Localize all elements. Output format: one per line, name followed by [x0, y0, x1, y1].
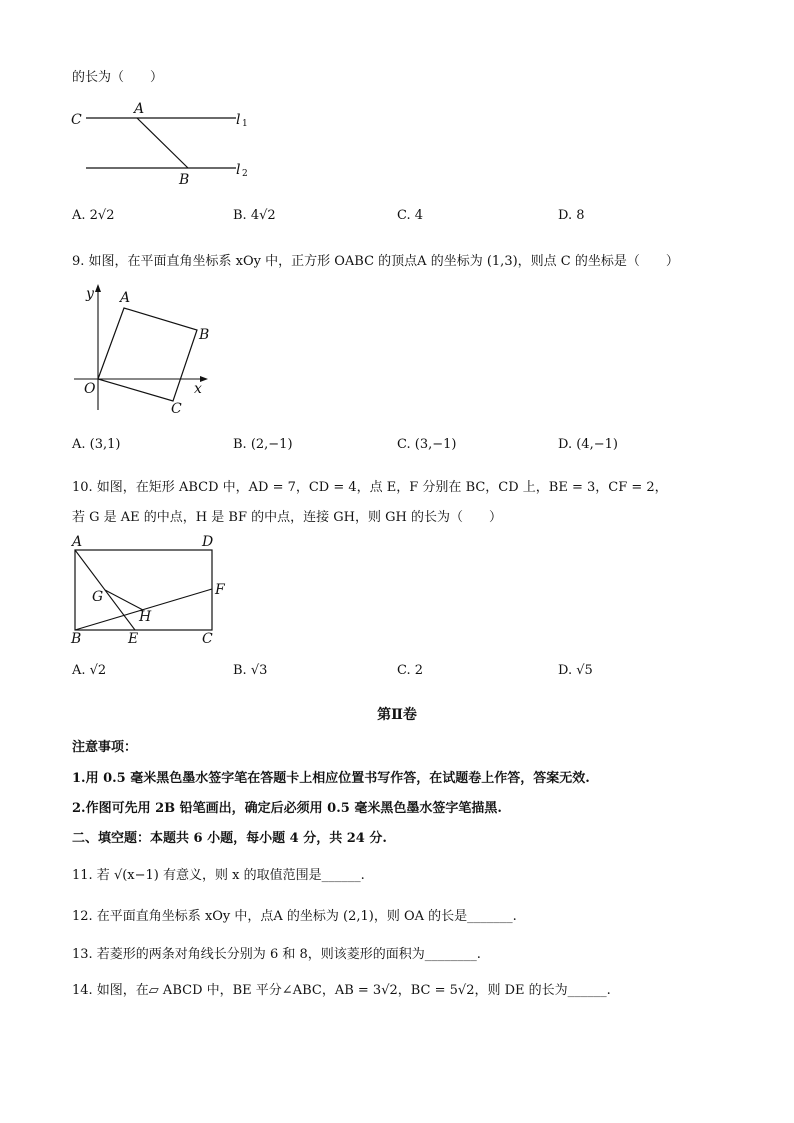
q10-label-B: B [71, 631, 82, 647]
q9-label-C: C [171, 401, 182, 417]
q10-label-H: H [139, 609, 152, 625]
q14-text: 14. 如图，在▱ ABCD 中，BE 平分∠ABC，AB = 3√2，BC = 5√2，则 DE 的长为______. [72, 983, 611, 998]
q10-label-A: A [72, 534, 83, 550]
q10-label-E: E [128, 631, 139, 647]
q8-label-l2: l [236, 162, 241, 178]
q10-label-G: G [92, 589, 104, 605]
q9-label-B: B [199, 327, 210, 343]
q10-text-line1: 10. 如图，在矩形 ABCD 中，AD = 7，CD = 4，点 E，F 分别在 BC，CD 上，BE = 3，CF = 2， [72, 480, 668, 495]
q11-text: 11. 若 √(x−1) 有意义，则 x 的取值范围是______. [72, 868, 365, 883]
q8-option-c: C. 4 [397, 208, 424, 223]
q12-text: 12. 在平面直角坐标系 xOy 中，点A 的坐标为 (2,1)，则 OA 的长是_______. [72, 909, 517, 924]
q9-label-y: y [86, 286, 94, 302]
q8-figure [64, 98, 264, 190]
q8-option-a: A. 2√2 [72, 208, 115, 223]
q13-text: 13. 若菱形的两条对角线长分别为 6 和 8，则该菱形的面积为________. [72, 947, 481, 962]
q8-label-A: A [134, 101, 145, 117]
q9-option-a: A. (3,1) [72, 437, 121, 452]
q8-option-d: D. 8 [558, 208, 585, 223]
q8-label-C: C [71, 112, 82, 128]
q8-label-l2-sub: 2 [242, 169, 248, 179]
notice-item-1: 1.用 0.5 毫米黑色墨水签字笔在答题卡上相应位置书写作答，在试题卷上作答，答案无效. [72, 771, 590, 786]
q9-option-b: B. (2,−1) [233, 437, 293, 452]
q10-figure [64, 532, 244, 647]
q10-option-c: C. 2 [397, 663, 424, 678]
notice-heading: 注意事项： [72, 740, 138, 755]
q9-label-O: O [84, 381, 96, 397]
q10-option-b: B. √3 [233, 663, 268, 678]
q9-label-A: A [120, 290, 131, 306]
q9-text: 9. 如图，在平面直角坐标系 xOy 中，正方形 OABC 的顶点A 的坐标为 (1,3)，则点 C 的坐标是（ ） [72, 254, 679, 269]
q10-option-a: A. √2 [72, 663, 107, 678]
q9-figure [64, 280, 224, 420]
section-heading: 二、填空题：本题共 6 小题，每小题 4 分，共 24 分. [72, 831, 387, 846]
q8-label-B: B [179, 172, 190, 188]
q8-tail-text: 的长为（ ） [72, 70, 164, 85]
q9-label-x: x [194, 381, 202, 397]
q9-option-c: C. (3,−1) [397, 437, 457, 452]
q8-option-b: B. 4√2 [233, 208, 276, 223]
q10-label-D: D [202, 534, 214, 550]
q10-label-F: F [215, 582, 225, 598]
q9-option-d: D. (4,−1) [558, 437, 618, 452]
q8-label-l1-sub: 1 [242, 119, 248, 129]
q10-option-d: D. √5 [558, 663, 593, 678]
notice-item-2: 2.作图可先用 2B 铅笔画出，确定后必须用 0.5 毫米黑色墨水签字笔描黑. [72, 801, 502, 816]
q8-label-l1: l [236, 112, 241, 128]
part2-title: 第Ⅱ卷 [377, 707, 417, 723]
q10-label-C: C [202, 631, 213, 647]
q10-text-line2: 若 G 是 AE 的中点，H 是 BF 的中点，连接 GH，则 GH 的长为（ ） [72, 510, 502, 525]
